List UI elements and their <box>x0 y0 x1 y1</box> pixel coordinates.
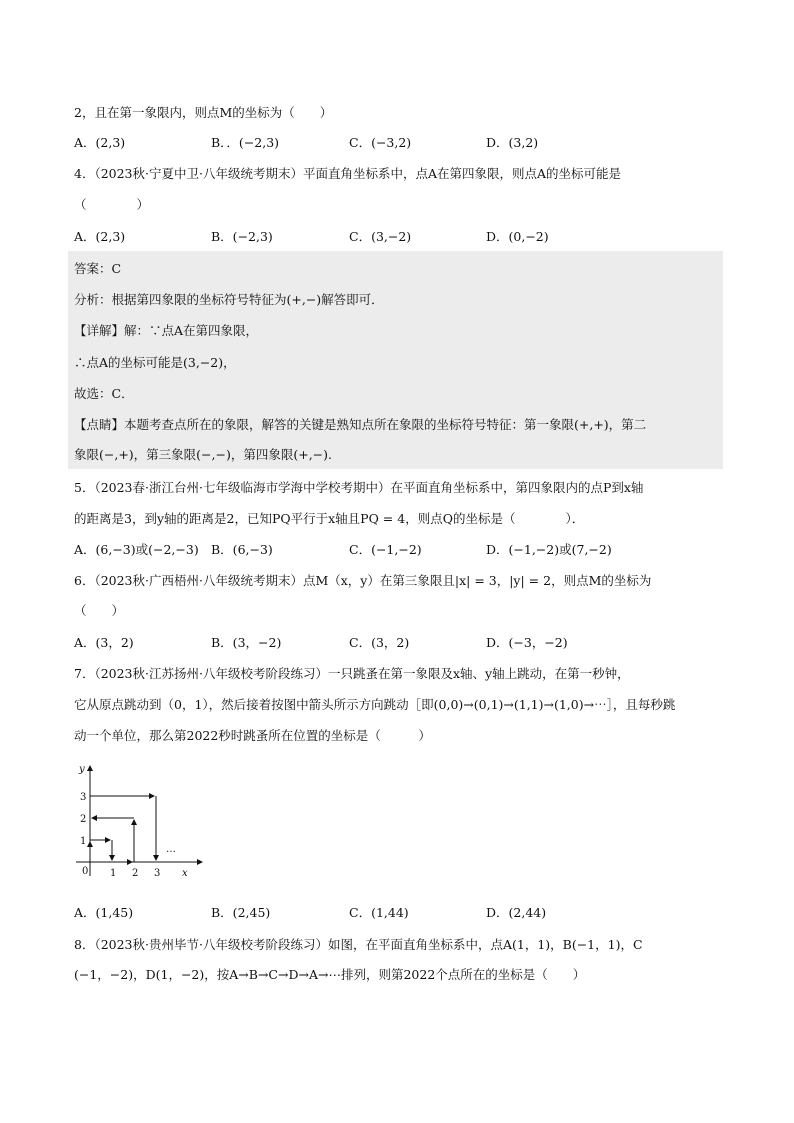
q7-figure <box>70 760 210 880</box>
q6-option-d: D．(−3，−2) <box>486 635 568 650</box>
y-tick-1: 1 <box>80 836 87 847</box>
q6-stem-line1: 6．（2023秋·广西梧州·八年级统考期末）点M（x，y）在第三象限且|x| = 3，|y| = 2，则点M的坐标为 <box>74 573 652 588</box>
q4-option-b: B．(−2,3) <box>211 229 273 244</box>
q6-option-b: B．(3，−2) <box>211 635 282 650</box>
q3-option-a: A．(2,3) <box>74 135 126 150</box>
origin-label: 0 <box>82 866 89 877</box>
q3-option-b: B．．(−2,3) <box>211 135 280 150</box>
x-tick-1: 1 <box>110 868 117 879</box>
q7-stem-line2: 它从原点跳动到（0，1），然后接着按图中箭头所示方向跳动［即(0,0)→(0,1)→(1,1)→(1,0)→⋯］，且每秒跳 <box>74 697 676 712</box>
q5-option-c: C．(−1,−2) <box>349 542 422 557</box>
q3-option-d: D．(3,2) <box>486 135 539 150</box>
q5-option-a: A．(6,−3)或(−2,−3) <box>74 542 199 557</box>
q7-stem-line3: 动一个单位，那么第2022秒时跳蚤所在位置的坐标是（ ） <box>74 728 431 743</box>
q5-option-d: D．(−1,−2)或(7,−2) <box>486 542 612 557</box>
q4-option-c: C．(3,−2) <box>349 229 412 244</box>
q6-option-c: C．(3，2) <box>349 635 410 650</box>
q4-stem-line2: （ ） <box>74 197 150 212</box>
q6-stem-line2: （ ） <box>74 603 125 618</box>
x-tick-2: 2 <box>132 868 139 879</box>
q7-option-c: C．(1,44) <box>349 905 409 920</box>
y-axis-label: y <box>79 764 85 775</box>
q3-option-c: C．(−3,2) <box>349 135 412 150</box>
q7-option-a: A．(1,45) <box>74 905 134 920</box>
x-tick-3: 3 <box>154 868 161 879</box>
q8-stem-line1: 8．（2023秋·贵州毕节·八年级校考阶段练习）如图，在平面直角坐标系中，点A(1，1)，B(−1，1)，C <box>74 937 643 952</box>
q4-stem-line1: 4．（2023秋·宁夏中卫·八年级统考期末）平面直角坐标系中，点A在第四象限，则点A的坐标可能是 <box>74 166 622 181</box>
y-tick-2: 2 <box>80 814 87 825</box>
q8-stem-line2: (−1，−2)，D(1，−2)，按A→B→C→D→A→⋯排列，则第2022个点所在的坐标是（ ） <box>74 967 586 982</box>
q3-stem: 2，且在第一象限内，则点M的坐标为（ ） <box>74 105 333 120</box>
q4-comment-2: 象限(−,+)，第三象限(−,−)，第四象限(+,−). <box>74 447 332 462</box>
q7-option-d: D．(2,44) <box>486 905 547 920</box>
q4-answer: 答案：C <box>74 261 122 276</box>
q5-option-b: B．(6,−3) <box>211 542 273 557</box>
q4-option-d: D．(0,−2) <box>486 229 549 244</box>
x-axis-label: x <box>182 868 188 879</box>
q4-comment-1: 【点睛】本题考查点所在的象限，解答的关键是熟知点所在象限的坐标符号特征：第一象限(+,+)，第二 <box>74 417 647 432</box>
q7-stem-line1: 7．（2023秋·江苏扬州·八年级校考阶段练习）一只跳蚤在第一象限及x轴、y轴上跳动，在第一秒钟， <box>74 666 630 681</box>
q4-detail-1: 【详解】解：∵点A在第四象限， <box>74 323 259 338</box>
q4-analysis: 分析：根据第四象限的坐标符号特征为(+,−)解答即可． <box>74 292 384 307</box>
q5-stem-line2: 的距离是3，到y轴的距离是2，已知PQ平行于x轴且PQ = 4，则点Q的坐标是（ ）． <box>74 511 585 526</box>
q6-option-a: A．(3，2) <box>74 635 134 650</box>
q4-detail-2: ∴点A的坐标可能是(3,−2)， <box>74 355 236 370</box>
q5-stem-line1: 5．（2023春·浙江台州·七年级临海市学海中学校考期中）在平面直角坐标系中，第四象限内的点P到x轴 <box>74 480 644 495</box>
q4-option-a: A．(2,3) <box>74 229 126 244</box>
q7-option-b: B．(2,45) <box>211 905 271 920</box>
q4-choose: 故选：C． <box>74 386 134 401</box>
ellipsis: … <box>166 844 176 855</box>
y-tick-3: 3 <box>80 792 87 803</box>
